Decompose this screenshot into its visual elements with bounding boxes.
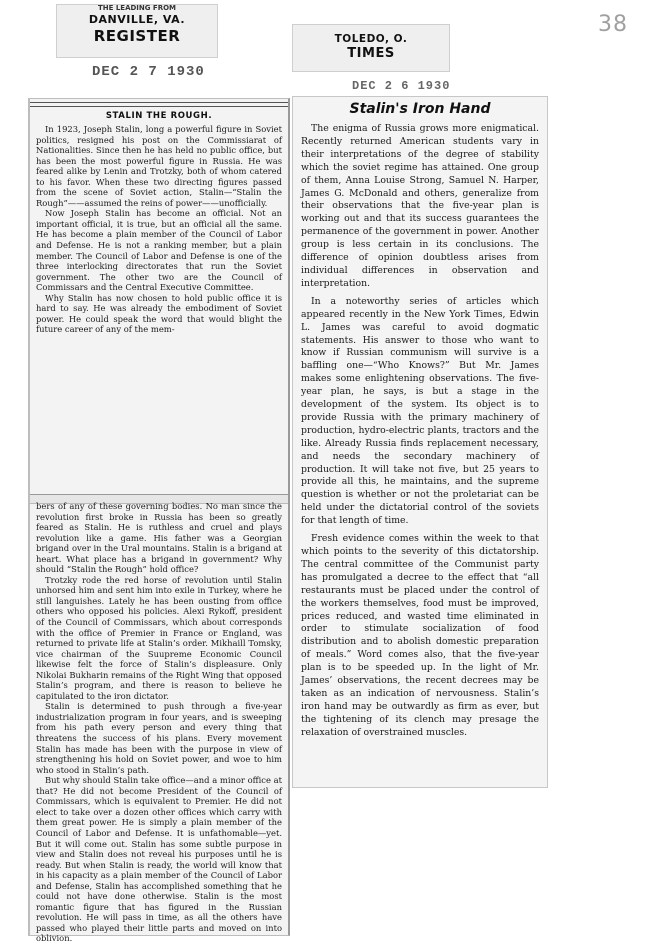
masthead-truncated-line: THE LEADING FROM — [97, 4, 177, 12]
article-paragraph: In 1923, Joseph Stalin, long a powerful figure in Soviet politics, resigned his post on the Commissiarat of Nationalities. Since then he has held no public office, but has been the most powerful figure in Russia. He was feared alike by Lenin and Trotzky, both of whom catered to his favor. When these two directing figures passed from the scene of Soviet action, Stalin—“Stalin the Rough”——assumed the reins of power——unofficially. — [36, 124, 282, 208]
masthead-paper-name: TIMES — [347, 46, 395, 61]
article-paragraph: Fresh evidence comes within the week to that which points to the severity of this dictatorship. The central committee of the Communist party has promulgated a decree to the effect that “all restaurants must be placed under the control of the workers themselves, food must be improved, prices reduced, and wasted time eliminated in order to stimulate socialization of food distribution and to abolish domestic preparation of meals.” Word comes also, that the five-year plan is to be speeded up. In the light of Mr. James’ observations, the recent decrees may be taken as an indication of nervousness. Stalin’s iron hand may be outwardly as firm as ever, but the tightening of its clench may presage the relaxation of overstrained muscles. — [301, 533, 539, 738]
article-headline: Stalin's Iron Hand — [349, 101, 491, 117]
date-stamp-right: DEC 2 6 1930 — [352, 79, 451, 93]
double-rule-divider — [30, 102, 288, 107]
article-paragraph: Trotzky rode the red horse of revolution until Stalin unhorsed him and sent him into exile in Turkey, where he still languishes. Lately he has been ousting from office others who opposed his policies. Alexi Rykoff, president of the Council of Commissars, which about corresponds with the office of Premier in France or England, was returned to private life at Stalin’s order. Mikhaill Tomsky, vice chairman of the Suupreme Economic Council likewise felt the force of Stalin’s displeasure. Only Nikolai Bukharin remains of the Right Wing that opposed Stalin’s program, and there is reason to believe he capitulated to the iron dictator. — [36, 574, 282, 701]
article-paragraph: Stalin is determined to push through a five-year industrialization program in four years, and is sweeping from his path every person and every thing that threatens the success of his plans. Every movement Stalin has made has been with the purpose in view of strengthening his hold on Soviet power, and woe to him who stood in Stalin’s path. — [36, 701, 282, 775]
article-headline: STALIN THE ROUGH. — [105, 111, 213, 121]
danville-register-masthead — [56, 4, 218, 58]
article-body — [301, 123, 539, 783]
page-number: 38 — [598, 12, 628, 37]
article-body-part-b — [36, 501, 282, 944]
clipping-stalins-iron-hand — [292, 96, 548, 788]
masthead-city: TOLEDO, O. — [334, 33, 408, 45]
masthead-city: DANVILLE, VA. — [88, 13, 186, 26]
masthead-paper-name: REGISTER — [93, 27, 181, 45]
article-paragraph: Why Stalin has now chosen to hold public office it is hard to say. He was already the embodiment of Soviet power. He could speak the word that would blight the future career of any of the mem- — [36, 292, 282, 335]
article-paragraph: In a noteworthy series of articles which appeared recently in the New York Times, Edwin L. James was careful to avoid dogmatic statements. His answer to those who want to know if Russian communism will survive is a baffling one—“Who Knows?” But Mr. James makes some enlightening observations. The five-year plan, he says, is but a stage in the development of the system. Its object is to provide Russia with the primary machinery of production, hydro-electric plants, tractors and the like. Already Russia finds replacement necessary, and needs the secondary machinery of production. It will take not five, but 25 years to provide all this, he maintains, and the supreme question is whether or not the proletariat can be held under the dictatorial control of the soviets for that length of time. — [301, 295, 539, 527]
article-paragraph: Now Joseph Stalin has become an official. Not an important official, it is true, but an official all the same. He has become a plain member of the Council of Labor and Defense. He is not a ranking member, but a plain member. The Council of Labor and Defense is one of the three interlocking directorates that run the Soviet government. The other two are the Council of Commissars and the Central Executive Committee. — [36, 208, 282, 293]
article-paragraph: bers of any of these governing bodies. No man since the revolution first broke in Russia has been so greatly feared as Stalin. He is ruthless and cruel and plays revolution like a game. His father was a Georgian brigand over in the Ural mountains. Stalin is a brigand at heart. What place has a brigand in government? Why should “Stalin the Rough” hold office? — [36, 501, 282, 575]
date-stamp-left: DEC 2 7 1930 — [92, 64, 205, 80]
toledo-times-masthead — [292, 24, 450, 72]
article-paragraph: The enigma of Russia grows more enigmatical. Recently returned American students vary in their interpretations of the degree of stability which the soviet regime has attained. One group of them, Anna Louise Strong, Samuel N. Harper, James G. McDonald and others, generalize from their observations that the five-year plan is working out and that its success guarantees the permanence of the government in power. Another group is less certain in its conclusions. The difference of opinion doubtless arises from individual differences in observation and interpretation. — [301, 123, 539, 289]
article-paragraph: But why should Stalin take office—and a minor office at that? He did not become President of the Council of Commissars, which is equivalent to Premier. He did not elect to take over a dozen other offices which carry with them great power. He is simply a plain member of the Council of Labor and Defense. It is unfathomable—yet. But it will come out. Stalin has some subtle purpose in view and Stalin does not reveal his purposes until he is ready. But when Stalin is ready, the world will know that in his capacity as a plain member of the Council of Labor and Defense, Stalin has accomplished something that he could not have done otherwise. Stalin is the most romantic figure that has figured in the Russian revolution. He will pass in time, as all the others have passed who played their little parts and moved on into oblivion. — [36, 775, 282, 944]
article-body-part-a — [36, 124, 282, 506]
clipping-stalin-the-rough — [28, 98, 290, 944]
